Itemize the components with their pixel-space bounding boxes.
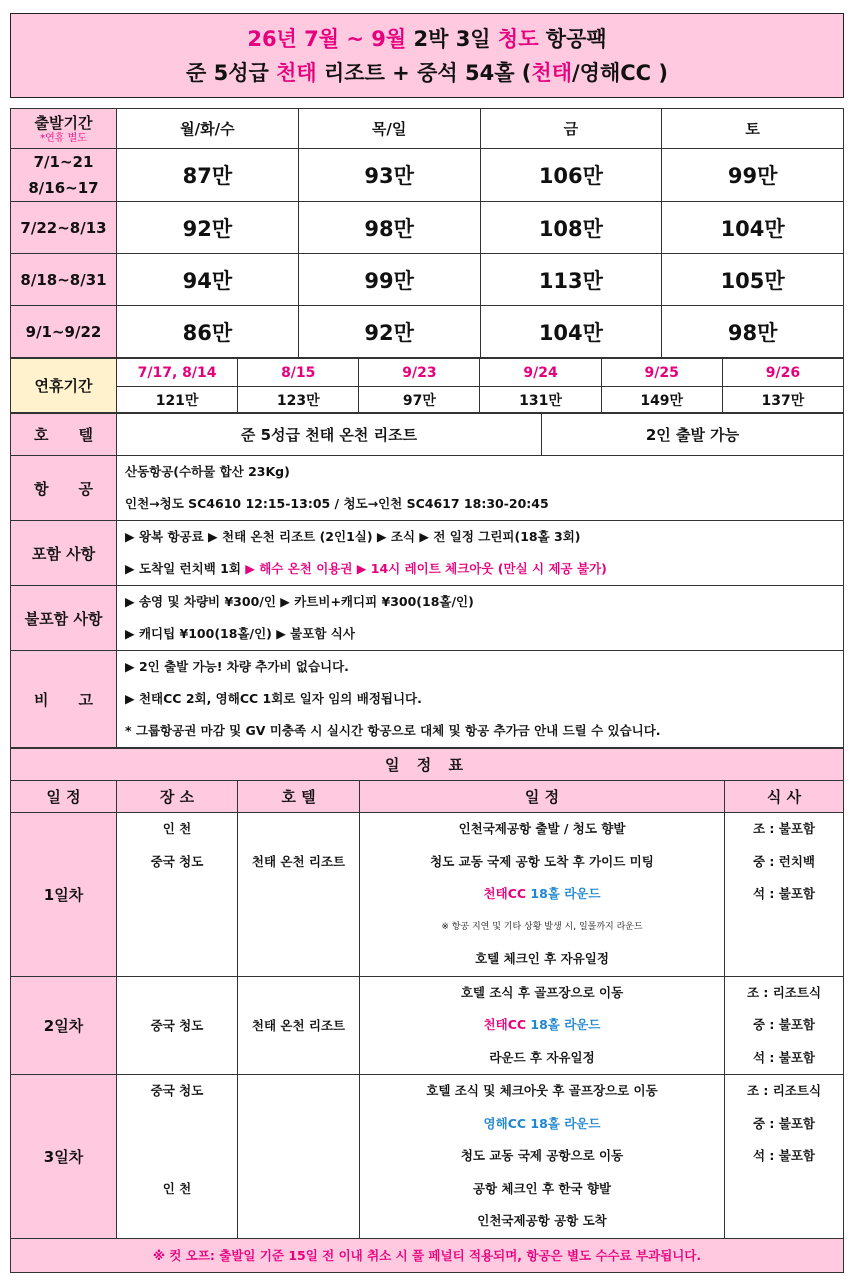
col-header: 목/일 [298, 109, 480, 149]
price-cell: 92만 [117, 202, 299, 254]
meal-text: 석 : 불포함 [752, 886, 815, 901]
price-cell: 104만 [480, 306, 662, 358]
notes-label: 비 고 [11, 651, 117, 748]
meal-text: 석 : 불포함 [752, 1049, 815, 1065]
hotel-cell: 천태 온천 리조트 [238, 976, 360, 1075]
itinerary-item: 청도 교동 국제 공항으로 이동 [460, 1148, 624, 1163]
meals-cell [725, 813, 844, 977]
holiday-price: 121만 [117, 387, 238, 413]
price-row [11, 306, 844, 358]
holiday-price: 97만 [359, 387, 480, 413]
included-label: 포함 사항 [11, 521, 117, 586]
day-label: 1일차 [11, 813, 117, 977]
period-cell: 7/22~8/13 [11, 202, 117, 254]
itinerary-round: 천태CC 18홀 라운드 [483, 886, 601, 901]
price-cell: 105만 [662, 254, 844, 306]
hotel-row [11, 414, 844, 456]
included-highlight: ▶ 해수 온천 이용권 ▶ 14시 레이트 체크아웃 (만실 시 제공 불가) [245, 561, 607, 576]
hotel-text: 천태 온천 리조트 [251, 853, 346, 869]
place-text: 인 천 [162, 1180, 192, 1196]
hotel-name: 준 5성급 천태 온천 리조트 [117, 414, 542, 456]
meal-text: 중 : 불포함 [752, 1017, 815, 1032]
title-line-1 [11, 22, 843, 56]
title-line-2 [11, 56, 843, 90]
air-label: 항 공 [11, 456, 117, 521]
period-cell: 8/18~8/31 [11, 254, 117, 306]
itinerary-item: 호텔 조식 후 골프장으로 이동 [460, 984, 624, 1000]
period-note: *연휴 별도 [40, 133, 87, 144]
place-cell [117, 1075, 238, 1239]
price-cell: 99만 [298, 254, 480, 306]
schedule-table [10, 748, 844, 1273]
price-cell: 86만 [117, 306, 299, 358]
meal-text: 석 : 불포함 [752, 1148, 815, 1163]
notes-line: ▶ 2인 출발 가능! 차량 추가비 없습니다. [125, 659, 349, 674]
itinerary-cell [360, 1075, 725, 1239]
air-content [117, 456, 844, 521]
price-cell: 106만 [480, 149, 662, 202]
price-row [11, 202, 844, 254]
title-grade: 준 5성급 [186, 61, 277, 85]
title-duration: 2박 3일 [406, 27, 498, 51]
price-cell: 104만 [662, 202, 844, 254]
itinerary-round: 영해CC 18홀 라운드 [483, 1115, 601, 1131]
schedule-header-row [11, 781, 844, 813]
itinerary-item: 라운드 후 자유일정 [489, 1049, 595, 1065]
title-cc-name: 천태 [531, 61, 572, 85]
schedule-col-header: 장 소 [117, 781, 238, 813]
included-row [11, 521, 844, 586]
price-header-row [11, 109, 844, 149]
col-header: 토 [662, 109, 844, 149]
schedule-title-row [11, 749, 844, 781]
price-cell: 98만 [298, 202, 480, 254]
period-cell: 9/1~9/22 [11, 306, 117, 358]
place-cell: 중국 청도 [117, 976, 238, 1075]
meal-text: 중 : 불포함 [752, 1115, 815, 1131]
air-row [11, 456, 844, 521]
title-city: 청도 [497, 27, 539, 51]
holiday-label: 연휴기간 [11, 359, 117, 413]
itinerary-item: 호텔 조식 및 체크아웃 후 골프장으로 이동 [426, 1083, 658, 1098]
itinerary-cell [360, 976, 725, 1075]
title-package: 항공팩 [538, 27, 607, 51]
included-content [117, 521, 844, 586]
price-cell: 108만 [480, 202, 662, 254]
period-header [11, 109, 117, 149]
notes-row [11, 651, 844, 748]
period-label: 출발기간 [34, 114, 93, 132]
meal-text: 중 : 런치백 [752, 853, 815, 869]
price-table [10, 108, 844, 358]
hotel-cell [238, 813, 360, 977]
holiday-date: 9/25 [601, 359, 722, 387]
meal-text: 조 : 리조트식 [746, 1083, 822, 1098]
page [10, 13, 844, 1273]
itinerary-item: 호텔 체크인 후 자유일정 [475, 951, 609, 966]
holiday-price: 149만 [601, 387, 722, 413]
air-line: 산동항공(수하물 합산 23Kg) [125, 464, 290, 479]
schedule-col-header: 일 정 [360, 781, 725, 813]
holiday-price: 123만 [238, 387, 359, 413]
itinerary-cell [360, 813, 725, 977]
price-cell: 93만 [298, 149, 480, 202]
excluded-content [117, 586, 844, 651]
notes-content [117, 651, 844, 748]
place-text: 중국 청도 [150, 1083, 204, 1098]
excluded-row [11, 586, 844, 651]
schedule-title: 일 정 표 [11, 749, 844, 781]
holiday-date: 8/15 [238, 359, 359, 387]
price-row [11, 254, 844, 306]
included-line [117, 553, 843, 585]
col-header: 금 [480, 109, 662, 149]
hotel-note: 2인 출발 가능 [542, 414, 844, 456]
itinerary-note: ※ 항공 지연 및 기타 상황 발생 시, 일몰까지 라운드 [441, 921, 643, 932]
holiday-prices-row [11, 387, 844, 413]
title-resort-desc: 리조트 + 중석 54홀 ( [316, 61, 532, 85]
holiday-date: 7/17, 8/14 [117, 359, 238, 387]
excluded-line: ▶ 캐디팁 ¥100(18홀/인) ▶ 불포함 식사 [125, 626, 355, 641]
col-header: 월/화/수 [117, 109, 299, 149]
meal-text: 조 : 불포함 [752, 821, 815, 836]
included-text: ▶ 도착일 런치백 1회 [125, 561, 246, 576]
title-cc-rest: /영해CC ) [571, 61, 668, 85]
itinerary-item: 인천국제공항 공항 도착 [477, 1213, 607, 1228]
footer-row [11, 1238, 844, 1272]
itinerary-item: 공항 체크인 후 한국 향발 [472, 1180, 612, 1196]
schedule-col-header: 호 텔 [238, 781, 360, 813]
price-cell: 92만 [298, 306, 480, 358]
price-row [11, 149, 844, 202]
info-table [10, 413, 844, 748]
holiday-table [10, 358, 844, 413]
day-label: 3일차 [11, 1075, 117, 1239]
holiday-date: 9/23 [359, 359, 480, 387]
excluded-line: ▶ 송영 및 차량비 ¥300/인 ▶ 카트비+캐디피 ¥300(18홀/인) [125, 594, 474, 609]
hotel-cell [238, 1075, 360, 1239]
period-text: 7/1~21 [33, 153, 94, 171]
place-cell [117, 813, 238, 977]
holiday-date: 9/24 [480, 359, 601, 387]
notes-line: * 그룹항공권 마감 및 GV 미충족 시 실시간 항공으로 대체 및 항공 추가금 안내 드릴 수 있습니다. [125, 723, 661, 738]
included-line: ▶ 왕복 항공료 ▶ 천태 온천 리조트 (2인1실) ▶ 조식 ▶ 전 일정 그린피(18홀 3회) [125, 529, 581, 544]
period-cell [11, 149, 117, 202]
itinerary-item: 청도 교동 국제 공항 도착 후 가이드 미팅 [430, 853, 654, 869]
schedule-col-header: 일 정 [11, 781, 117, 813]
title-dates: 26년 7월 ~ 9월 [247, 27, 407, 51]
air-line: 인천→청도 SC4610 12:15-13:05 / 청도→인천 SC4617 18:30-20:45 [125, 496, 549, 511]
price-cell: 94만 [117, 254, 299, 306]
holiday-price: 137만 [722, 387, 843, 413]
holiday-price: 131만 [480, 387, 601, 413]
price-cell: 98만 [662, 306, 844, 358]
page-title [10, 13, 844, 98]
cutoff-notice: ※ 컷 오프: 출발일 기준 15일 전 이내 취소 시 풀 페널티 적용되며, 항공은 별도 수수료 부과됩니다. [11, 1238, 844, 1272]
price-cell: 99만 [662, 149, 844, 202]
title-resort-name: 천태 [276, 61, 317, 85]
holiday-date: 9/26 [722, 359, 843, 387]
excluded-label: 불포함 사항 [11, 586, 117, 651]
holiday-dates-row [11, 359, 844, 387]
place-text: 인 천 [162, 821, 192, 836]
price-cell: 87만 [117, 149, 299, 202]
schedule-day-2 [11, 976, 844, 1075]
meals-cell [725, 1075, 844, 1239]
schedule-day-1 [11, 813, 844, 977]
itinerary-round: 천태CC 18홀 라운드 [483, 1017, 601, 1032]
schedule-col-header: 식 사 [725, 781, 844, 813]
price-cell: 113만 [480, 254, 662, 306]
meal-text: 조 : 리조트식 [746, 984, 822, 1000]
day-label: 2일차 [11, 976, 117, 1075]
schedule-day-3 [11, 1075, 844, 1239]
period-text: 8/16~17 [28, 179, 99, 197]
itinerary-item: 인천국제공항 출발 / 청도 향발 [458, 821, 626, 836]
hotel-label: 호 텔 [11, 414, 117, 456]
meals-cell [725, 976, 844, 1075]
place-text: 중국 청도 [150, 853, 204, 869]
notes-line: ▶ 천태CC 2회, 영해CC 1회로 일자 임의 배정됩니다. [125, 691, 422, 706]
